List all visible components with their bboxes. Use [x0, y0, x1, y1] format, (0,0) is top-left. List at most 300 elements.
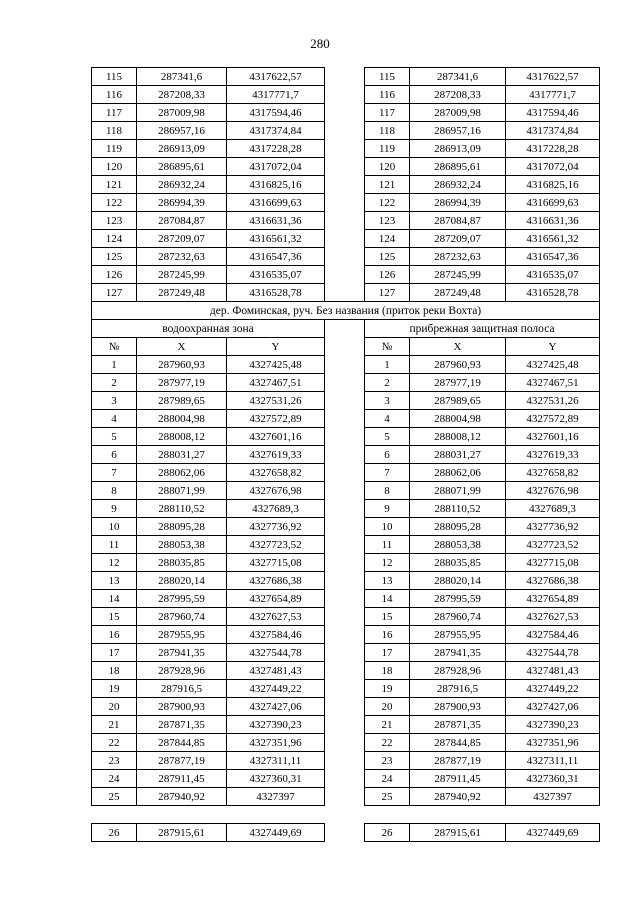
point-number: 26 — [92, 824, 137, 842]
x-coordinate: 287995,59 — [410, 590, 506, 608]
column-gap — [325, 392, 365, 410]
x-coordinate: 286895,61 — [410, 158, 506, 176]
x-coordinate: 287249,48 — [137, 284, 227, 302]
column-gap — [325, 68, 365, 86]
y-coordinate: 4327481,43 — [506, 662, 600, 680]
point-number: 115 — [92, 68, 137, 86]
y-coordinate: 4327311,11 — [506, 752, 600, 770]
column-gap — [325, 752, 365, 770]
column-gap — [325, 518, 365, 536]
y-coordinate: 4327390,23 — [227, 716, 325, 734]
y-coordinate: 4316699,63 — [506, 194, 600, 212]
continuation-table — [91, 823, 600, 842]
y-coordinate: 4327676,98 — [227, 482, 325, 500]
y-coordinate: 4327715,08 — [506, 554, 600, 572]
y-coordinate: 4327390,23 — [506, 716, 600, 734]
y-coordinate: 4316528,78 — [506, 284, 600, 302]
point-number: 116 — [365, 86, 410, 104]
column-header-row — [92, 338, 600, 356]
column-header-x: X — [137, 338, 227, 356]
column-gap — [325, 176, 365, 194]
coastal-protection-strip-title: прибрежная защитная полоса — [365, 320, 600, 338]
point-number: 1 — [92, 356, 137, 374]
column-gap — [325, 122, 365, 140]
y-coordinate: 4327686,38 — [506, 572, 600, 590]
column-gap — [325, 158, 365, 176]
y-coordinate: 4327736,92 — [227, 518, 325, 536]
point-number: 23 — [92, 752, 137, 770]
y-coordinate: 4327449,69 — [506, 824, 600, 842]
table-row — [92, 788, 600, 806]
y-coordinate: 4327619,33 — [227, 446, 325, 464]
point-number: 9 — [92, 500, 137, 518]
x-coordinate: 287940,92 — [137, 788, 227, 806]
point-number: 19 — [92, 680, 137, 698]
x-coordinate: 288035,85 — [410, 554, 506, 572]
y-coordinate: 4317374,84 — [227, 122, 325, 140]
y-coordinate: 4327311,11 — [227, 752, 325, 770]
table-row — [92, 212, 600, 230]
point-number: 13 — [92, 572, 137, 590]
table-row — [92, 428, 600, 446]
point-number: 3 — [365, 392, 410, 410]
point-number: 118 — [365, 122, 410, 140]
x-coordinate: 287977,19 — [410, 374, 506, 392]
x-coordinate: 287208,33 — [137, 86, 227, 104]
x-coordinate: 286932,24 — [410, 176, 506, 194]
y-coordinate: 4327449,69 — [227, 824, 325, 842]
y-coordinate: 4327467,51 — [506, 374, 600, 392]
point-number: 26 — [365, 824, 410, 842]
column-gap — [325, 662, 365, 680]
column-gap — [325, 644, 365, 662]
x-coordinate: 287844,85 — [137, 734, 227, 752]
point-number: 21 — [92, 716, 137, 734]
x-coordinate: 287960,93 — [410, 356, 506, 374]
point-number: 18 — [365, 662, 410, 680]
y-coordinate: 4316547,36 — [227, 248, 325, 266]
x-coordinate: 287989,65 — [137, 392, 227, 410]
column-gap — [325, 212, 365, 230]
y-coordinate: 4317622,57 — [506, 68, 600, 86]
x-coordinate: 288062,06 — [410, 464, 506, 482]
y-coordinate: 4317594,46 — [506, 104, 600, 122]
column-gap — [325, 266, 365, 284]
point-number: 6 — [365, 446, 410, 464]
point-number: 125 — [92, 248, 137, 266]
column-gap — [325, 716, 365, 734]
table-row — [92, 194, 600, 212]
x-coordinate: 286994,39 — [137, 194, 227, 212]
y-coordinate: 4317228,28 — [227, 140, 325, 158]
point-number: 4 — [92, 410, 137, 428]
column-gap — [325, 356, 365, 374]
column-header-x: X — [410, 338, 506, 356]
table-row — [92, 482, 600, 500]
point-number: 21 — [365, 716, 410, 734]
x-coordinate: 288053,38 — [410, 536, 506, 554]
column-gap — [325, 590, 365, 608]
column-header-y: Y — [227, 338, 325, 356]
point-number: 124 — [92, 230, 137, 248]
point-number: 122 — [365, 194, 410, 212]
x-coordinate: 287341,6 — [410, 68, 506, 86]
point-number: 9 — [365, 500, 410, 518]
table-row — [92, 104, 600, 122]
x-coordinate: 288095,28 — [137, 518, 227, 536]
x-coordinate: 288110,52 — [137, 500, 227, 518]
table-row — [92, 662, 600, 680]
column-gap — [325, 626, 365, 644]
point-number: 18 — [92, 662, 137, 680]
y-coordinate: 4327658,82 — [506, 464, 600, 482]
column-gap — [325, 482, 365, 500]
x-coordinate: 288008,12 — [137, 428, 227, 446]
x-coordinate: 287911,45 — [137, 770, 227, 788]
y-coordinate: 4316547,36 — [506, 248, 600, 266]
y-coordinate: 4327723,52 — [506, 536, 600, 554]
table-row — [92, 716, 600, 734]
point-number: 127 — [365, 284, 410, 302]
x-coordinate: 287911,45 — [410, 770, 506, 788]
x-coordinate: 286957,16 — [410, 122, 506, 140]
y-coordinate: 4327449,22 — [227, 680, 325, 698]
y-coordinate: 4316561,32 — [506, 230, 600, 248]
y-coordinate: 4317072,04 — [506, 158, 600, 176]
y-coordinate: 4327689,3 — [506, 500, 600, 518]
point-number: 120 — [92, 158, 137, 176]
column-header-y: Y — [506, 338, 600, 356]
point-number: 5 — [365, 428, 410, 446]
y-coordinate: 4327531,26 — [227, 392, 325, 410]
y-coordinate: 4327676,98 — [506, 482, 600, 500]
x-coordinate: 287900,93 — [410, 698, 506, 716]
table-row — [92, 410, 600, 428]
table-row — [92, 158, 600, 176]
x-coordinate: 287915,61 — [137, 824, 227, 842]
point-number: 123 — [92, 212, 137, 230]
table-row — [92, 446, 600, 464]
column-gap — [325, 446, 365, 464]
y-coordinate: 4327689,3 — [227, 500, 325, 518]
point-number: 13 — [365, 572, 410, 590]
point-number: 115 — [365, 68, 410, 86]
table-row — [92, 500, 600, 518]
section-title-row — [92, 302, 600, 320]
y-coordinate: 4327601,16 — [227, 428, 325, 446]
y-coordinate: 4327425,48 — [506, 356, 600, 374]
y-coordinate: 4317622,57 — [227, 68, 325, 86]
y-coordinate: 4327654,89 — [227, 590, 325, 608]
y-coordinate: 4317771,7 — [227, 86, 325, 104]
point-number: 12 — [92, 554, 137, 572]
x-coordinate: 287245,99 — [137, 266, 227, 284]
table-row — [92, 608, 600, 626]
y-coordinate: 4316631,36 — [227, 212, 325, 230]
table-row — [92, 176, 600, 194]
point-number: 118 — [92, 122, 137, 140]
x-coordinate: 286913,09 — [410, 140, 506, 158]
x-coordinate: 287871,35 — [410, 716, 506, 734]
point-number: 17 — [92, 644, 137, 662]
y-coordinate: 4316528,78 — [227, 284, 325, 302]
x-coordinate: 287877,19 — [410, 752, 506, 770]
table-row — [92, 572, 600, 590]
x-coordinate: 287955,95 — [137, 626, 227, 644]
x-coordinate: 287989,65 — [410, 392, 506, 410]
column-gap — [325, 500, 365, 518]
column-gap — [325, 554, 365, 572]
y-coordinate: 4317072,04 — [227, 158, 325, 176]
point-number: 10 — [92, 518, 137, 536]
column-gap — [325, 428, 365, 446]
column-gap — [325, 104, 365, 122]
point-number: 15 — [92, 608, 137, 626]
point-number: 23 — [365, 752, 410, 770]
y-coordinate: 4327544,78 — [506, 644, 600, 662]
x-coordinate: 287249,48 — [410, 284, 506, 302]
point-number: 2 — [365, 374, 410, 392]
y-coordinate: 4327427,06 — [227, 698, 325, 716]
x-coordinate: 287084,87 — [137, 212, 227, 230]
point-number: 119 — [365, 140, 410, 158]
table-row — [92, 86, 600, 104]
x-coordinate: 287208,33 — [410, 86, 506, 104]
x-coordinate: 287009,98 — [137, 104, 227, 122]
y-coordinate: 4327584,46 — [227, 626, 325, 644]
point-number: 25 — [365, 788, 410, 806]
point-number: 126 — [365, 266, 410, 284]
y-coordinate: 4327360,31 — [227, 770, 325, 788]
x-coordinate: 287900,93 — [137, 698, 227, 716]
column-header-num: № — [92, 338, 137, 356]
point-number: 22 — [92, 734, 137, 752]
page-number: 280 — [310, 36, 330, 51]
x-coordinate: 287941,35 — [137, 644, 227, 662]
table-row — [92, 536, 600, 554]
point-number: 25 — [92, 788, 137, 806]
point-number: 2 — [92, 374, 137, 392]
column-gap — [325, 374, 365, 392]
point-number: 14 — [92, 590, 137, 608]
column-gap — [325, 788, 365, 806]
y-coordinate: 4316825,16 — [506, 176, 600, 194]
column-gap — [325, 320, 365, 338]
x-coordinate: 287916,5 — [410, 680, 506, 698]
x-coordinate: 287955,95 — [410, 626, 506, 644]
x-coordinate: 286994,39 — [410, 194, 506, 212]
point-number: 20 — [92, 698, 137, 716]
y-coordinate: 4317228,28 — [506, 140, 600, 158]
x-coordinate: 287960,93 — [137, 356, 227, 374]
point-number: 124 — [365, 230, 410, 248]
x-coordinate: 288020,14 — [410, 572, 506, 590]
table-row — [92, 734, 600, 752]
y-coordinate: 4327627,53 — [227, 608, 325, 626]
table-row — [92, 626, 600, 644]
y-coordinate: 4327723,52 — [227, 536, 325, 554]
point-number: 24 — [365, 770, 410, 788]
point-number: 7 — [92, 464, 137, 482]
x-coordinate: 288020,14 — [137, 572, 227, 590]
y-coordinate: 4327427,06 — [506, 698, 600, 716]
point-number: 16 — [365, 626, 410, 644]
point-number: 126 — [92, 266, 137, 284]
point-number: 121 — [92, 176, 137, 194]
point-number: 19 — [365, 680, 410, 698]
table-row — [92, 392, 600, 410]
point-number: 127 — [92, 284, 137, 302]
point-number: 8 — [365, 482, 410, 500]
zone-title-row — [92, 320, 600, 338]
x-coordinate: 287915,61 — [410, 824, 506, 842]
y-coordinate: 4327351,96 — [506, 734, 600, 752]
point-number: 7 — [365, 464, 410, 482]
y-coordinate: 4327686,38 — [227, 572, 325, 590]
x-coordinate: 287960,74 — [410, 608, 506, 626]
table-row — [92, 356, 600, 374]
table-row — [92, 248, 600, 266]
y-coordinate: 4327736,92 — [506, 518, 600, 536]
table-row — [92, 266, 600, 284]
table-row — [92, 554, 600, 572]
point-number: 11 — [92, 536, 137, 554]
x-coordinate: 286913,09 — [137, 140, 227, 158]
x-coordinate: 288071,99 — [410, 482, 506, 500]
x-coordinate: 287916,5 — [137, 680, 227, 698]
column-gap — [325, 248, 365, 266]
y-coordinate: 4316535,07 — [227, 266, 325, 284]
y-coordinate: 4327715,08 — [227, 554, 325, 572]
y-coordinate: 4316825,16 — [227, 176, 325, 194]
column-gap — [325, 338, 365, 356]
x-coordinate: 287232,63 — [410, 248, 506, 266]
column-gap — [325, 770, 365, 788]
y-coordinate: 4316535,07 — [506, 266, 600, 284]
x-coordinate: 287928,96 — [137, 662, 227, 680]
x-coordinate: 286932,24 — [137, 176, 227, 194]
point-number: 3 — [92, 392, 137, 410]
y-coordinate: 4327397 — [227, 788, 325, 806]
column-gap — [325, 608, 365, 626]
x-coordinate: 288110,52 — [410, 500, 506, 518]
table-row — [92, 698, 600, 716]
x-coordinate: 286895,61 — [137, 158, 227, 176]
x-coordinate: 287928,96 — [410, 662, 506, 680]
table-row — [92, 68, 600, 86]
x-coordinate: 288004,98 — [410, 410, 506, 428]
x-coordinate: 287995,59 — [137, 590, 227, 608]
column-gap — [325, 140, 365, 158]
table-row — [92, 374, 600, 392]
table-row — [92, 644, 600, 662]
x-coordinate: 287941,35 — [410, 644, 506, 662]
x-coordinate: 286957,16 — [137, 122, 227, 140]
y-coordinate: 4327584,46 — [506, 626, 600, 644]
point-number: 11 — [365, 536, 410, 554]
point-number: 8 — [92, 482, 137, 500]
y-coordinate: 4327572,89 — [506, 410, 600, 428]
x-coordinate: 288071,99 — [137, 482, 227, 500]
x-coordinate: 287232,63 — [137, 248, 227, 266]
x-coordinate: 287871,35 — [137, 716, 227, 734]
x-coordinate: 288062,06 — [137, 464, 227, 482]
y-coordinate: 4316631,36 — [506, 212, 600, 230]
point-number: 120 — [365, 158, 410, 176]
y-coordinate: 4327531,26 — [506, 392, 600, 410]
point-number: 4 — [365, 410, 410, 428]
point-number: 20 — [365, 698, 410, 716]
point-number: 117 — [92, 104, 137, 122]
column-gap — [325, 194, 365, 212]
x-coordinate: 287084,87 — [410, 212, 506, 230]
point-number: 10 — [365, 518, 410, 536]
table-row — [92, 752, 600, 770]
x-coordinate: 288031,27 — [410, 446, 506, 464]
table-row — [92, 140, 600, 158]
x-coordinate: 287977,19 — [137, 374, 227, 392]
x-coordinate: 287960,74 — [137, 608, 227, 626]
column-gap — [325, 284, 365, 302]
point-number: 16 — [92, 626, 137, 644]
table-row — [92, 284, 600, 302]
water-protection-zone-title: водоохранная зона — [92, 320, 325, 338]
x-coordinate: 288008,12 — [410, 428, 506, 446]
y-coordinate: 4327360,31 — [506, 770, 600, 788]
y-coordinate: 4327658,82 — [227, 464, 325, 482]
table-row — [92, 590, 600, 608]
x-coordinate: 288095,28 — [410, 518, 506, 536]
column-header-num: № — [365, 338, 410, 356]
column-gap — [325, 86, 365, 104]
point-number: 5 — [92, 428, 137, 446]
x-coordinate: 287245,99 — [410, 266, 506, 284]
x-coordinate: 288035,85 — [137, 554, 227, 572]
point-number: 116 — [92, 86, 137, 104]
y-coordinate: 4327351,96 — [227, 734, 325, 752]
x-coordinate: 288053,38 — [137, 536, 227, 554]
column-gap — [325, 410, 365, 428]
y-coordinate: 4317374,84 — [506, 122, 600, 140]
x-coordinate: 287341,6 — [137, 68, 227, 86]
x-coordinate: 288031,27 — [137, 446, 227, 464]
point-number: 14 — [365, 590, 410, 608]
point-number: 119 — [92, 140, 137, 158]
table-row — [92, 770, 600, 788]
column-gap — [325, 536, 365, 554]
table-row — [92, 122, 600, 140]
point-number: 6 — [92, 446, 137, 464]
y-coordinate: 4316699,63 — [227, 194, 325, 212]
column-gap — [325, 698, 365, 716]
column-gap — [325, 572, 365, 590]
y-coordinate: 4317594,46 — [227, 104, 325, 122]
y-coordinate: 4327467,51 — [227, 374, 325, 392]
y-coordinate: 4327654,89 — [506, 590, 600, 608]
coordinates-table — [91, 67, 600, 806]
column-gap — [325, 680, 365, 698]
y-coordinate: 4327449,22 — [506, 680, 600, 698]
point-number: 117 — [365, 104, 410, 122]
column-gap — [325, 824, 365, 842]
point-number: 12 — [365, 554, 410, 572]
y-coordinate: 4327619,33 — [506, 446, 600, 464]
table-row — [92, 464, 600, 482]
point-number: 121 — [365, 176, 410, 194]
x-coordinate: 288004,98 — [137, 410, 227, 428]
y-coordinate: 4327425,48 — [227, 356, 325, 374]
column-gap — [325, 734, 365, 752]
